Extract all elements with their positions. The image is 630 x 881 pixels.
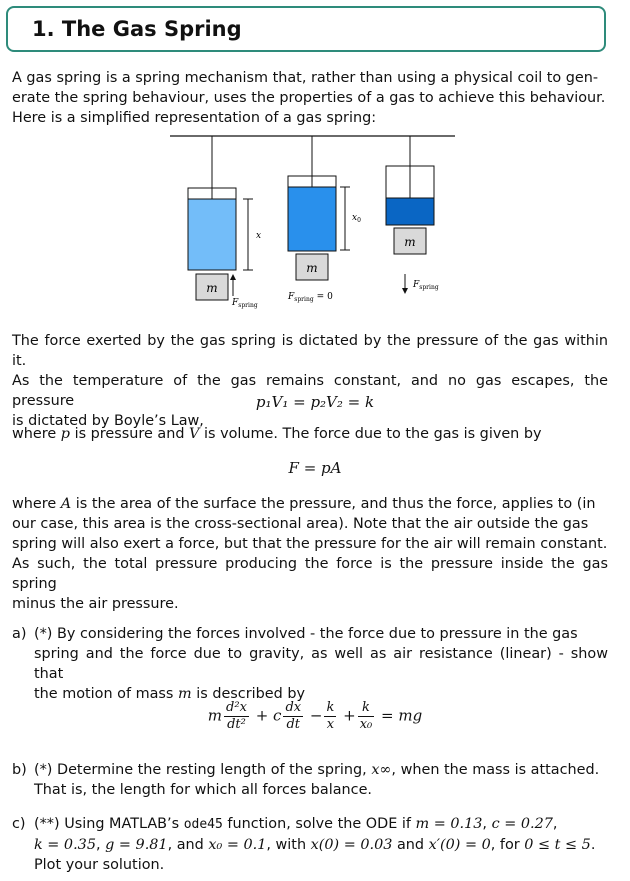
ode-den: x₀ <box>359 717 373 732</box>
text-fragment: is pressure and <box>70 426 190 442</box>
text-fragment: spring and the force due to gravity, as well as air resistance (linear) - show that <box>34 646 608 682</box>
part-a-label: a) <box>12 626 27 642</box>
ode-plus: + <box>343 706 356 725</box>
gas-spring-figure <box>0 128 630 328</box>
part-b-label: b) <box>12 762 27 778</box>
text-fragment: (*) Determine the resting length of the spring, <box>34 762 372 778</box>
text-fragment: As such, the total pressure producing the force is the pressure inside the gas spring <box>12 556 608 592</box>
intro-line: A gas spring is a spring mechanism that, rather than using a physical coil to gen- <box>12 70 599 86</box>
text-fragment: (**) Using MATLAB’s <box>34 816 184 832</box>
part-a <box>12 624 608 704</box>
ode-den: x <box>326 717 335 732</box>
section-title-box <box>6 6 606 52</box>
f-spring-label-1: $F_{spring}$ <box>232 298 258 309</box>
intro-line: Here is a simplified representation of a gas spring: <box>12 110 377 126</box>
ode-plus-c: + c <box>255 706 282 725</box>
boyle-paragraph <box>12 331 608 431</box>
text-fragment: is the area of the surface the pressure, and thus the force, applies to (in <box>71 496 596 512</box>
gas-1 <box>189 199 236 270</box>
text-fragment: where <box>12 426 61 442</box>
part-c <box>12 814 608 875</box>
text-fragment: , and <box>167 837 209 853</box>
boyle-line: The force exerted by the gas spring is dictated by the pressure of the gas within it. <box>12 333 608 369</box>
ode-num: d²x <box>226 700 247 715</box>
text-fragment: , when the mass is attached. <box>391 762 600 778</box>
x0-label: $x_0$ <box>352 213 361 224</box>
text-fragment: spring will also exert a force, but that the pressure for the air will remain constant. <box>12 536 608 552</box>
math-g-eq: g = 9.81 <box>105 837 168 853</box>
f-spring-zero-label: $F_{spring} = 0$ <box>288 292 333 303</box>
intro-paragraph <box>12 68 608 128</box>
force-equation: F = pA <box>288 459 342 477</box>
part-c-text: (**) Using MATLAB’s ode45 function, solve the ODE if m = 0.13, c = 0.27, k = 0.35, g = 9.81, and x₀ = 0.1, with x(0) = 0.03 and x′(0) = 0, for 0 ≤ t ≤ 5. Plot your solution. <box>34 816 596 873</box>
math-range: 0 ≤ t ≤ 5 <box>524 837 591 853</box>
boyle-equation: p₁V₁ = p₂V₂ = k <box>255 393 375 411</box>
part-b <box>12 760 608 800</box>
text-fragment: That is, the length for which all forces balance. <box>34 782 373 798</box>
text-fragment: is described by <box>191 686 305 702</box>
boyle-line: As the temperature of the gas remains constant, and no gas escapes, the pressure <box>12 373 608 409</box>
text-fragment: , with <box>266 837 311 853</box>
text-fragment: function, solve the ODE if <box>222 816 416 832</box>
math-ic2: x′(0) = 0 <box>428 837 491 853</box>
math-ic1: x(0) = 0.03 <box>310 837 393 853</box>
ode-minus: − <box>309 706 323 725</box>
ode-frac-dx <box>283 700 303 733</box>
text-fragment: , for <box>490 837 525 853</box>
mass-2-label: m <box>306 261 318 275</box>
math-x-inf: x∞ <box>371 762 392 778</box>
text-fragment: minus the air pressure. <box>12 596 179 612</box>
gas-3 <box>387 198 434 225</box>
text-fragment: our case, this area is the cross-sectional area). Note that the air outside the gas <box>12 516 589 532</box>
where-p-paragraph <box>12 424 608 444</box>
ode-num: k <box>326 700 335 715</box>
text-fragment: (*) By considering the forces involved - the force due to pressure in the gas <box>34 626 578 642</box>
force-arrow-down-head <box>402 288 408 294</box>
mass-3-label: m <box>404 235 416 249</box>
code-ode45: ode45 <box>183 817 223 832</box>
ode-m: m <box>207 706 223 725</box>
ode-rhs: = mg <box>381 706 423 725</box>
text-fragment: where <box>12 496 61 512</box>
ode-num: k <box>358 700 375 717</box>
ode-num: dx <box>285 700 302 715</box>
math-x0-eq: x₀ = 0.1 <box>208 837 267 853</box>
text-fragment: . <box>590 837 596 853</box>
intro-line: erate the spring behaviour, uses the properties of a gas to achieve this behaviour. <box>12 90 606 106</box>
ode-den: dt <box>286 717 301 732</box>
gas-2 <box>289 187 336 251</box>
math-k-eq: k = 0.35 <box>34 837 96 853</box>
ode-frac-kx <box>324 700 336 733</box>
f-spring-label-3: $F_{spring}$ <box>413 280 439 291</box>
text-fragment: the motion of mass <box>34 686 179 702</box>
where-a-paragraph <box>12 494 608 614</box>
text-fragment: is volume. The force due to the gas is given by <box>199 426 542 442</box>
math-m-eq: m = 0.13 <box>415 816 483 832</box>
part-c-label: c) <box>12 816 26 832</box>
x-label: x <box>256 231 262 241</box>
math-m: m <box>178 686 192 702</box>
math-c-eq: c = 0.27 <box>491 816 553 832</box>
ode-frac-d2x <box>224 700 249 733</box>
ode-den: dt² <box>227 717 246 732</box>
text-fragment: Plot your solution. <box>34 857 165 873</box>
math-a: A <box>60 496 72 512</box>
part-a-text <box>34 624 608 704</box>
ode-equation <box>0 700 630 733</box>
part-b-text <box>34 760 608 800</box>
math-p: p <box>60 426 70 442</box>
text-fragment: and <box>392 837 429 853</box>
force-arrow-up-head <box>230 274 236 280</box>
mass-1-label: m <box>206 281 218 295</box>
ode-frac-kx0 <box>358 700 375 733</box>
section-title: 1. The Gas Spring <box>32 17 242 41</box>
math-v: V <box>189 426 200 442</box>
boyle-line: is dictated by Boyle’s Law, <box>12 413 204 429</box>
